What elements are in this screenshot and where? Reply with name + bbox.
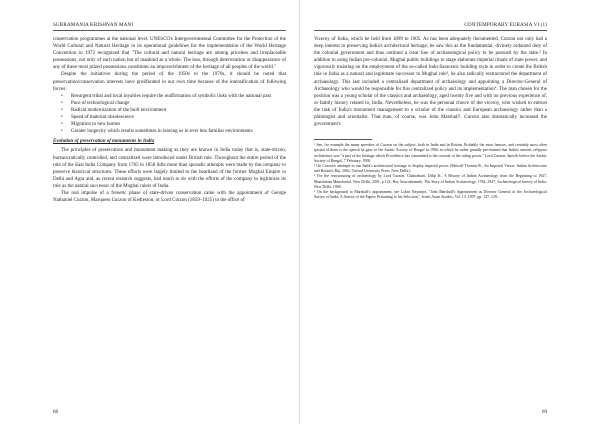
- right-page: [300, 0, 600, 424]
- right-running-header: [314, 22, 547, 31]
- right-body: [314, 36, 547, 128]
- list-item: • Speed of material obsolescence: [71, 114, 286, 121]
- footnote: ³ On Curzon's attempts to use India's architectural heritage to display imperial power (Metcalf Thomas R., An Imperial Vision: Indian Architecture and Britain's Raj, 2002, Oxford University Press, New Delhi).: [314, 164, 547, 174]
- left-running-header: [53, 22, 286, 31]
- footnote: ⁴ For the restructuring of archaeology by Lord Curzon, Chakrabarti, Dilip K., A History of Indian Archaeology from the Beginning to 1947, Munshiram Manoharlal, New Delhi, 2001, p.122; Roy Sourindranath, The Story of Indian Archaeology, 1784–1947, Archaeological Survey of India, New Delhi, 1996.: [314, 174, 547, 189]
- list-item: • Migration to new homes: [71, 121, 286, 128]
- header-journal: CONTEMPORARY EURASIA VI (1): [464, 22, 547, 28]
- paragraph: The real impulse of a frenetic phase of state-driven conservation came with the appointment of George Nathaniel Curzon, Marquess Curzon of Kedleston, or Lord Curzon (1859–1925) to the office of: [53, 190, 286, 204]
- footnote: ⁵ On the background to Marshall's appointment, see Lahiri Nayanjot, "John Marshall's Appointment as Director General of the Archaeological Survey of India: A Survey of the Papers Pertaining to his Selection", South Asian Studies, Vol. 13, 1997, pp. 127–139.: [314, 190, 547, 200]
- list-item: • Greater longevity which results sometimes in leaving us in ever less familiar environments: [71, 128, 286, 135]
- list-item: • Resurgent tribal and local loyalties require the reaffirmation of symbolic links with the national past: [71, 93, 286, 100]
- paragraph: Viceroy of India, which he held from 1899 to 1905. As has been adequately documented, Curzon not only had a deep interest in preserving India's architectural heritage; he saw this as the fundamental, divinely ordained duty of the colonial government and thus outlined a clear line of archaeological policy to be pursued by the state.² In addition to using Indian pre-colonial, Mughal public buildings to stage elaborate imperial rituals of state power, and vigorously insisting on the employment of the so-called Indo-Saracenic building style in order to create the British rule in India as a natural and legitimate successor to Mughal rule³, he also radically restructured the department of archaeology. This last included a centralized department of archaeology and appointing a Director-General of Archaeology who would be responsible for this centralized policy and its implementation⁴. The man chosen for the position was a young scholar of the classics and archaeology, aged twenty five and with no previous experience of, or family history related to, India. Nevertheless, he was the personal choice of the viceroy, who wished to entrust the task of India's monument management to a scholar of the classics and European archaeology rather than a philologist and orientalist. That man, of course, was John Marshall⁵. Curzon also dramatically increased the government's: [314, 37, 547, 128]
- bullet-list: [53, 93, 286, 136]
- footnotes: [314, 143, 547, 200]
- footnote: ² See, for example the many speeches of Curzon on the subject, both in India and in Britain. Probably the most famous, and certainly most often quoted of these is the speech he gave to the Asiatic Society of Bengal in 1900, in which he rather grandly proclaimed that India's ancient, religious architecture was "a part of the heritage which Providence has committed to the custody of the ruling power." Lord Curzon, Speech before the Asiatic Society of Bengal, 7 February, 1900.: [314, 143, 547, 163]
- header-author: SUBRAMANIA KRISHNAN MANI: [53, 22, 134, 28]
- page-number: 68: [53, 410, 58, 415]
- list-item: • Pace of technological change: [71, 100, 286, 107]
- left-body: [53, 36, 286, 204]
- paragraph: Despite the initiatives during the period of the 1950s to the 1970s, it should be noted that preservation/conservation interests have proliferated in our own time because of the intensification of following forces:: [53, 72, 286, 92]
- paragraph: The principles of preservation and monument making as they are known in India today that is, state-driven, bureaucratically controlled, and centralized were introduced under British rule. Throughout the entire period of the rule of the East India Company from 1765 to 1858 little more than sporadic attempts were made by the company to preserve historical structures. These efforts were largely limited to the heartland of the former Mughal Empire in Delhi and Agra and, as recent research suggests, had much to do with the efforts of the company to legitimize its rule as the natural successor of the Mughal rulers of India.: [53, 148, 286, 189]
- footnote-divider: [314, 139, 372, 140]
- page-number: 69: [542, 410, 547, 415]
- list-item: • Radical modernization of the built environment: [71, 107, 286, 114]
- paragraph: conservation programmes at the national level. UNESCO's Intergovernmental Committee for the Protection of the World Cultural and Natural Heritage in its operational guidelines for the implementation of the World Heritage Convention in 1972 recognized that "The cultural and natural heritage are among priceless and irreplaceable possessions, not only of each nation but of mankind as a whole. The loss, through deterioration or disappearance of any of these most prized possessions constitutes an impoverishment of the heritage of all peoples of the world.": [53, 37, 286, 71]
- section-heading: Evolution of preservation of monuments in India: [53, 139, 155, 145]
